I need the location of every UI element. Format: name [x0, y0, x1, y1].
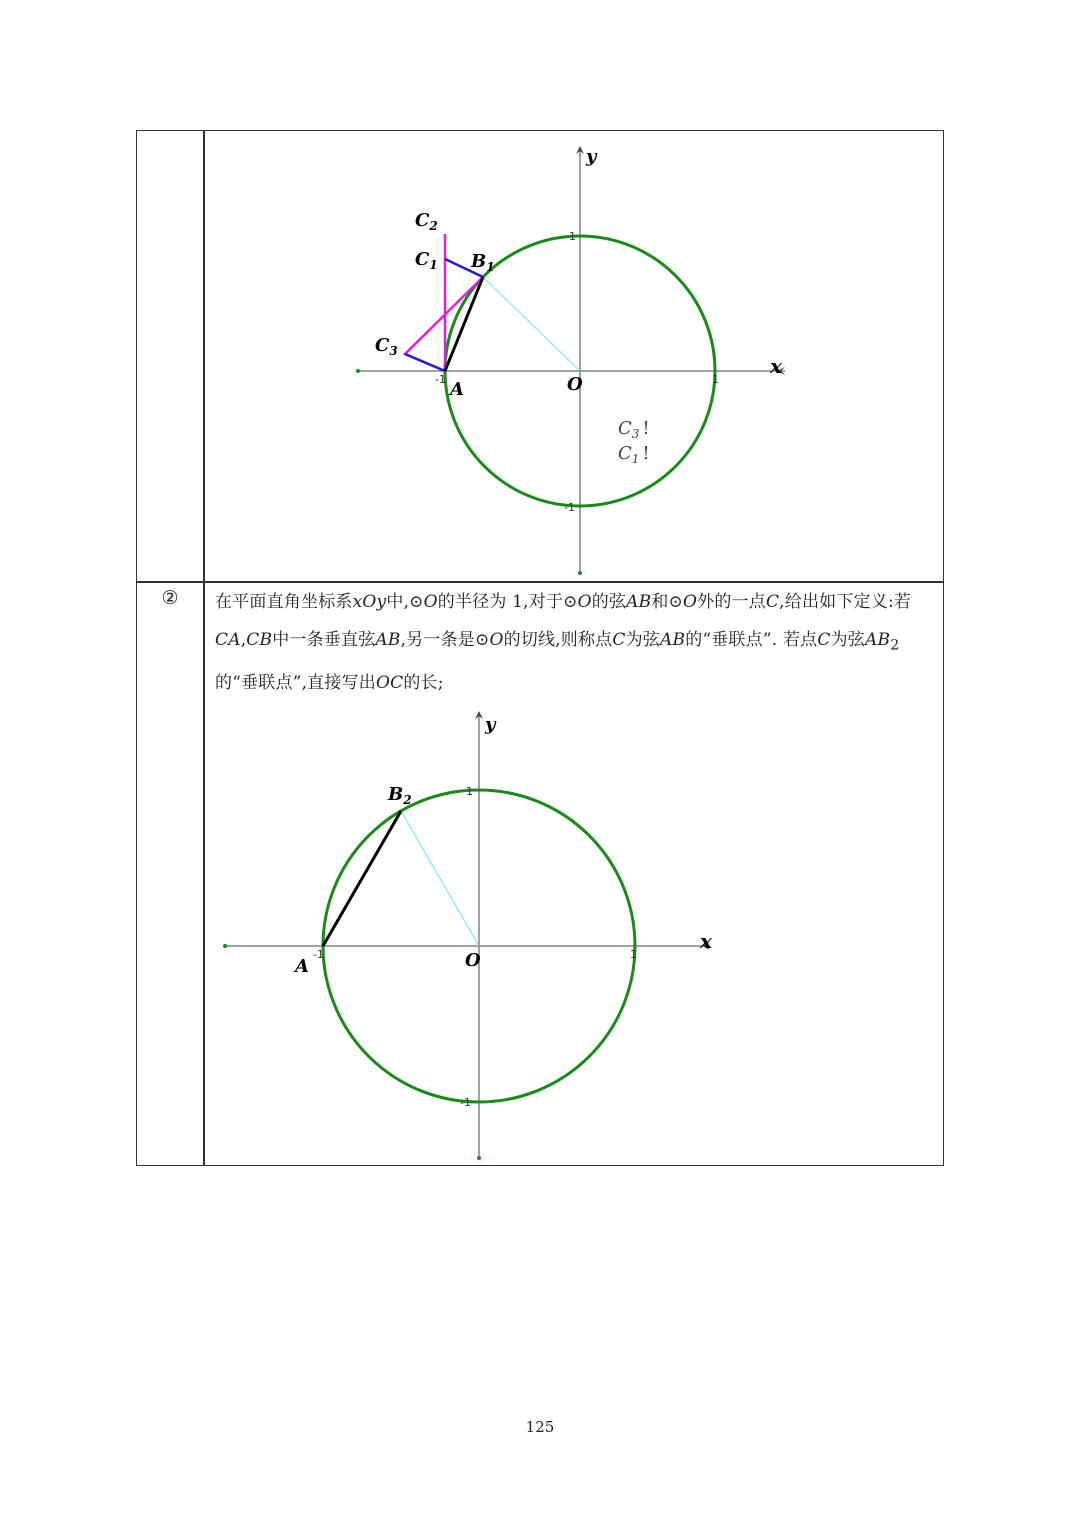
- tick-label-x-pos: 1: [630, 948, 637, 961]
- tick-label-y-neg: -1: [564, 501, 575, 514]
- origin-label: O: [567, 374, 583, 395]
- point-c1-label: $C_1$: [415, 249, 438, 272]
- note-c1: $C_1$ !: [618, 443, 650, 466]
- tick-label-y-neg: -1: [460, 1096, 471, 1109]
- page-number: 125: [525, 1418, 555, 1436]
- chord-ab2: [323, 811, 401, 946]
- radius-ob1: [483, 277, 580, 371]
- y-axis-label: y: [485, 714, 496, 735]
- chord-ab1: [445, 277, 483, 371]
- axis-end-dot: [477, 1156, 481, 1160]
- x-axis-label: x: [700, 929, 712, 953]
- point-a-label: A: [450, 379, 464, 400]
- problem-statement: 在平面直角坐标系xOy中,⊙O的半径为 1,对于⊙O的弦AB和⊙O外的一点C,给出如下定义:若CA,CB中一条垂直弦AB,另一条是⊙O的切线,则称点C为弦AB的“垂联点”. 若点C为弦$AB_2$的“垂联点”,直接写出OC的长;: [215, 592, 912, 694]
- segment-c3-a-blue: [405, 354, 445, 371]
- origin-label: O: [465, 950, 481, 971]
- tick-label-y-pos: 1: [569, 230, 576, 243]
- axis-end-dot: [356, 369, 360, 373]
- point-b1-label: $B_1$: [471, 251, 495, 274]
- point-c2-label: $C_2$: [415, 210, 438, 233]
- point-b2-label: $B_2$: [388, 784, 412, 807]
- axis-end-dot: [223, 944, 227, 948]
- column-divider: [203, 131, 205, 1165]
- x-axis-label: x: [770, 354, 782, 378]
- tick-label-x-neg: -1: [435, 373, 446, 386]
- axis-end-dot: [578, 571, 582, 575]
- tick-label-x-neg: -1: [313, 948, 324, 961]
- radius-ob2: [401, 811, 479, 946]
- point-c3-label: $C_3$: [375, 335, 398, 358]
- note-c3: $C_3$ !: [618, 418, 650, 441]
- figure-1-coordinate-plane: [340, 140, 800, 580]
- y-axis-label: y: [586, 146, 597, 167]
- tick-label-x-pos: 1: [712, 373, 719, 386]
- point-a-label: A: [295, 956, 309, 977]
- figure-2-coordinate-plane: [210, 700, 730, 1170]
- tick-label-y-pos: 1: [466, 785, 473, 798]
- row-number: ②: [161, 587, 179, 609]
